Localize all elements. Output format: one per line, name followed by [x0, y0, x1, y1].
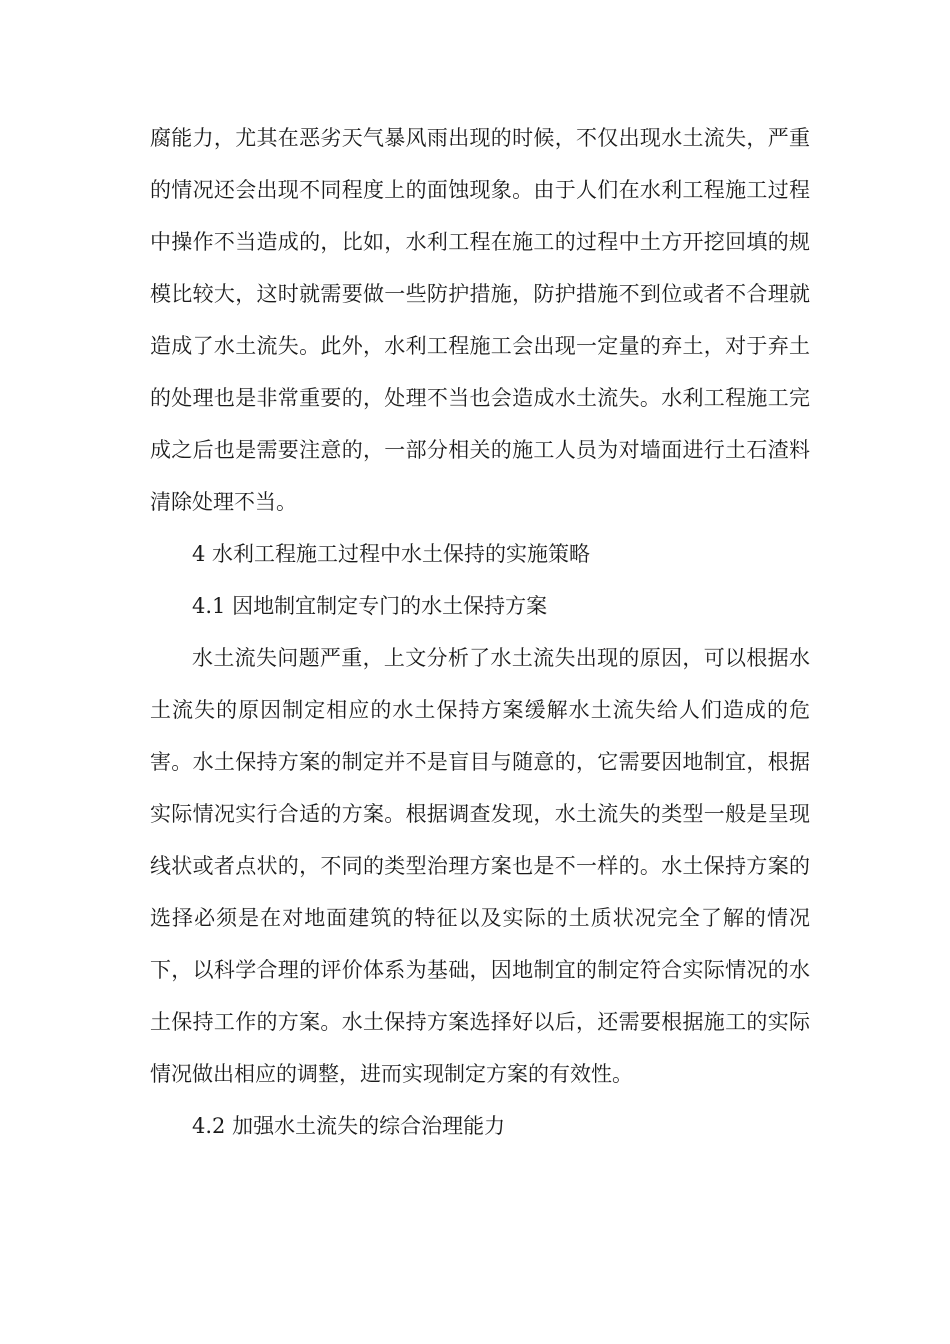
- section-heading-4: 4 水利工程施工过程中水土保持的实施策略: [192, 542, 591, 566]
- body-paragraph-continued: 腐能力，尤其在恶劣天气暴风雨出现的时候，不仅出现水土流失，严重的情况还会出现不同程度上的面蚀现象。由于人们在水利工程施工过程中操作不当造成的，比如，水利工程在施工的过程中土方开挖回填的规模比较大，这时就需要做一些防护措施，防护措施不到位或者不合理就造成了水土流失。此外，水利工程施工会出现一定量的弃土，对于弃土的处理也是非常重要的，处理不当也会造成水土流失。水利工程施工完成之后也是需要注意的，一部分相关的施工人员为对墙面进行土石渣料清除处理不当。: [150, 126, 810, 514]
- subsection-heading-4-2: 4.2 加强水土流失的综合治理能力: [192, 1114, 506, 1138]
- subsection-heading-4-1: 4.1 因地制宜制定专门的水土保持方案: [192, 594, 548, 618]
- body-paragraph-4-1: 水土流失问题严重，上文分析了水土流失出现的原因，可以根据水土流失的原因制定相应的水土保持方案缓解水土流失给人们造成的危害。水土保持方案的制定并不是盲目与随意的，它需要因地制宜，根据实际情况实行合适的方案。根据调查发现，水土流失的类型一般是呈现线状或者点状的，不同的类型治理方案也是不一样的。水土保持方案的选择必须是在对地面建筑的特征以及实际的土质状况完全了解的情况下，以科学合理的评价体系为基础，因地制宜的制定符合实际情况的水土保持工作的方案。水土保持方案选择好以后，还需要根据施工的实际情况做出相应的调整，进而实现制定方案的有效性。: [150, 646, 810, 1086]
- document-body: [150, 112, 810, 1152]
